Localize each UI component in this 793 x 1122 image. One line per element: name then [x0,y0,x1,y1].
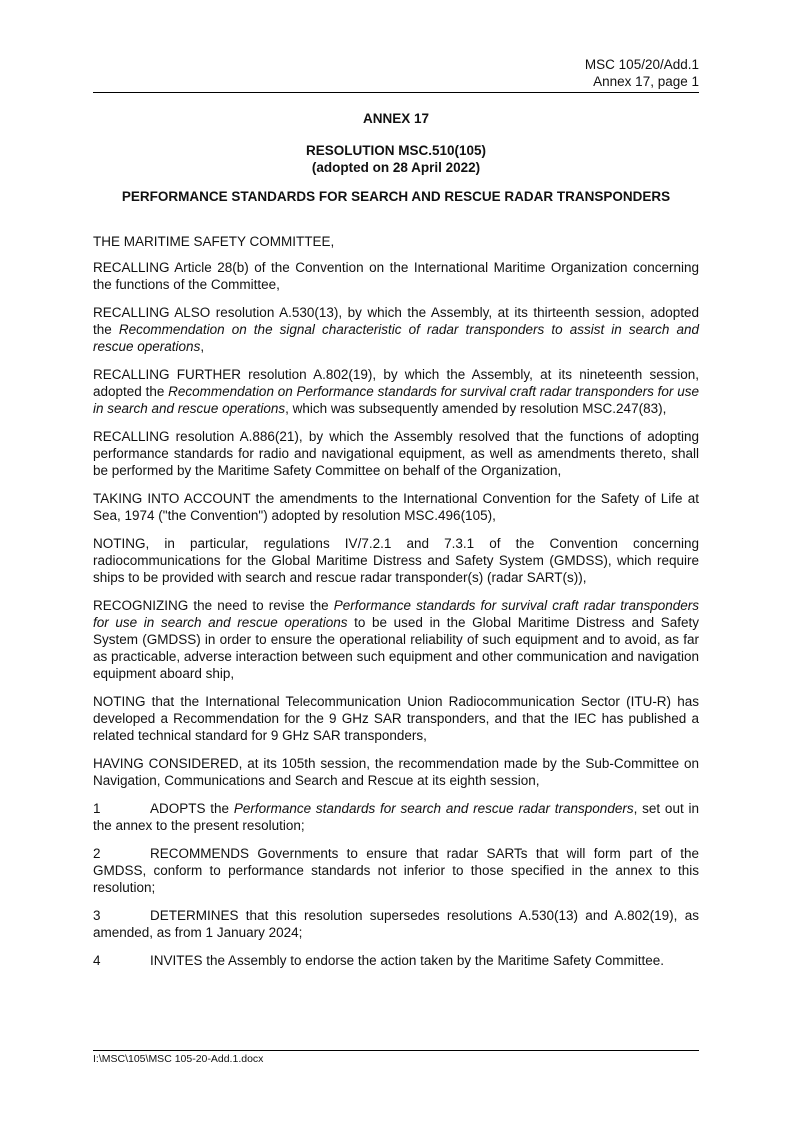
preamble-taking-into-account: TAKING INTO ACCOUNT the amendments to the International Convention for the Safety of Life at Sea, 1974 ("the Convention") adopted by resolution MSC.496(105), [93,491,699,523]
preamble-recalling-also [93,304,699,355]
paragraph-number: 2 [93,846,101,861]
preamble-recognizing [93,597,699,682]
page-header [93,56,699,90]
operative-paragraph-1 [93,800,699,834]
text-run: RECOMMENDS Governments to ensure that radar SARTs that will form part of the GMDSS, conform to performance standards not inferior to those specified in the annex to this resolution; [93,846,699,895]
operative-paragraph-2 [93,845,699,896]
footer-file-path: I:\MSC\105\MSC 105-20-Add.1.docx [93,1053,264,1065]
italic-title: Performance standards for survival craft radar transponders for use in search and rescue operations [93,598,699,630]
operative-paragraph-4 [93,952,699,969]
preamble-having-considered: HAVING CONSIDERED, at its 105th session, the recommendation made by the Sub-Committee on Navigation, Communications and Search and Rescue at its eighth session, [93,756,699,788]
text-run: ADOPTS the [150,801,234,816]
preamble-recalling-further [93,366,699,417]
text-run: RECALLING FURTHER resolution A.802(19), by which the Assembly, at its nineteenth session, adopted the [93,367,699,399]
text-run: RECOGNIZING the need to revise the [93,598,334,613]
adopted-date: (adopted on 28 April 2022) [311,160,481,175]
page-reference: Annex 17, page 1 [593,74,699,89]
annex-title: ANNEX 17 [362,111,430,126]
text-run: , set out in the annex to the present resolution; [93,801,699,833]
preamble-recalling-a886: RECALLING resolution A.886(21), by which the Assembly resolved that the functions of adopting performance standards for radio and navigational equipment, as well as amendments thereto, shall be performed by the Maritime Safety Committee on behalf of the Organization, [93,429,699,478]
resolution-title: RESOLUTION MSC.510(105) [305,143,487,158]
document-reference: MSC 105/20/Add.1 [584,57,699,72]
operative-paragraph-3 [93,907,699,941]
text-run: , [200,339,205,354]
preamble-recalling-article-28: RECALLING Article 28(b) of the Convention on the International Maritime Organization concerning the functions of the Committee, [93,260,699,292]
italic-title: Performance standards for search and rescue radar transponders [233,801,634,816]
main-title: PERFORMANCE STANDARDS FOR SEARCH AND RESCUE RADAR TRANSPONDERS [121,189,671,204]
italic-title: Recommendation on the signal characteristic of radar transponders to assist in search and rescue operations [93,322,699,354]
paragraph-number: 3 [93,908,101,923]
resolution-body [93,233,699,980]
header-divider [93,92,699,93]
italic-title: Recommendation on Performance standards for survival craft radar transponders for use in search and rescue operations [93,384,699,416]
paragraph-number: 4 [93,953,101,968]
preamble-noting-regulations: NOTING, in particular, regulations IV/7.2.1 and 7.3.1 of the Convention concerning radiocommunications for the Global Maritime Distress and Safety System (GMDSS), which require ships to be provided with search and rescue radar transponder(s) (radar SART(s)), [93,536,699,585]
committee-line: THE MARITIME SAFETY COMMITTEE, [93,234,335,249]
text-run: RECALLING ALSO resolution A.530(13), by which the Assembly, at its thirteenth session, adopted the [93,305,699,337]
text-run: DETERMINES that this resolution supersedes resolutions A.530(13) and A.802(19), as amended, as from 1 January 2024; [93,908,699,940]
footer-divider [93,1050,699,1051]
text-run: INVITES the Assembly to endorse the action taken by the Maritime Safety Committee. [150,953,664,968]
preamble-noting-itu: NOTING that the International Telecommunication Union Radiocommunication Sector (ITU-R) has developed a Recommendation for the 9 GHz SAR transponders, and that the IEC has published a related technical standard for 9 GHz SAR transponders, [93,694,699,743]
paragraph-number: 1 [93,801,101,816]
text-run: , which was subsequently amended by resolution MSC.247(83), [285,401,667,416]
text-run: to be used in the Global Maritime Distress and Safety System (GMDSS) in order to ensure the operational reliability of such equipment and to avoid, as far as practicable, adverse interaction between such equipment and other communication and navigation equipment aboard ship, [93,615,700,681]
